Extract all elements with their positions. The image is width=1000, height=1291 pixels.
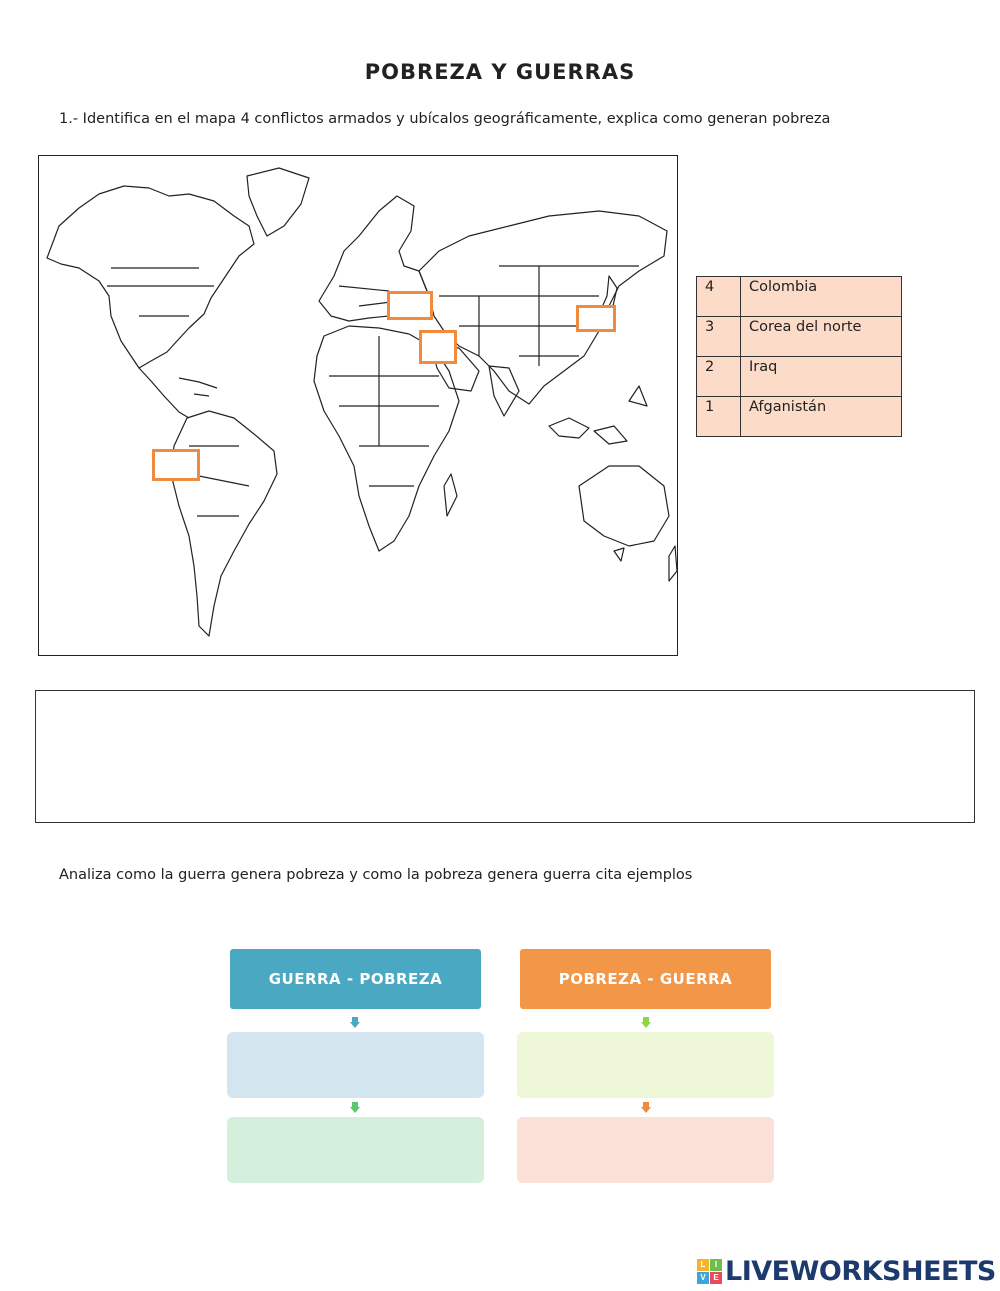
legend-row[interactable]: [697, 357, 902, 397]
legend-country: Afganistán: [741, 397, 902, 437]
logo-letter: V: [697, 1272, 709, 1284]
legend-row[interactable]: [697, 277, 902, 317]
drop-zone-east-asia[interactable]: [576, 305, 616, 332]
legend-country: Iraq: [741, 357, 902, 397]
world-map: [38, 155, 678, 656]
logo-letter: I: [710, 1259, 722, 1271]
legend-number: 1: [697, 397, 741, 437]
legend-country: Corea del norte: [741, 317, 902, 357]
arrow-down-icon: [641, 1022, 651, 1028]
logo-letter: L: [697, 1259, 709, 1271]
header-pobreza-guerra: POBREZA - GUERRA: [520, 949, 771, 1009]
arrow-down-icon: [350, 1107, 360, 1113]
legend-country: Colombia: [741, 277, 902, 317]
input-box-pobreza-1[interactable]: [517, 1032, 774, 1098]
header-guerra-pobreza: GUERRA - POBREZA: [230, 949, 481, 1009]
world-map-outline: [39, 156, 678, 656]
arrow-down-icon: [350, 1022, 360, 1028]
legend-row[interactable]: [697, 317, 902, 357]
logo-grid-icon: [697, 1259, 722, 1284]
drop-zone-middle-east[interactable]: [419, 330, 457, 364]
legend-number: 2: [697, 357, 741, 397]
brand-name: LIVEWORKSHEETS: [725, 1256, 996, 1287]
conflict-legend-table: [696, 276, 902, 437]
arrow-down-icon: [641, 1107, 651, 1113]
instruction-map: 1.- Identifica en el mapa 4 conflictos armados y ubícalos geográficamente, explica como generan pobreza: [59, 111, 831, 127]
liveworksheets-logo: [697, 1256, 996, 1287]
input-box-pobreza-2[interactable]: [517, 1117, 774, 1183]
drop-zone-south-america[interactable]: [152, 449, 200, 481]
drop-zone-europe[interactable]: [387, 291, 433, 320]
legend-number: 4: [697, 277, 741, 317]
logo-letter: E: [710, 1272, 722, 1284]
input-box-guerra-1[interactable]: [227, 1032, 484, 1098]
page-title: POBREZA Y GUERRAS: [364, 60, 636, 84]
answer-textarea[interactable]: [35, 690, 975, 823]
input-box-guerra-2[interactable]: [227, 1117, 484, 1183]
legend-number: 3: [697, 317, 741, 357]
legend-row[interactable]: [697, 397, 902, 437]
instruction-analysis: Analiza como la guerra genera pobreza y como la pobreza genera guerra cita ejemplos: [59, 867, 693, 883]
